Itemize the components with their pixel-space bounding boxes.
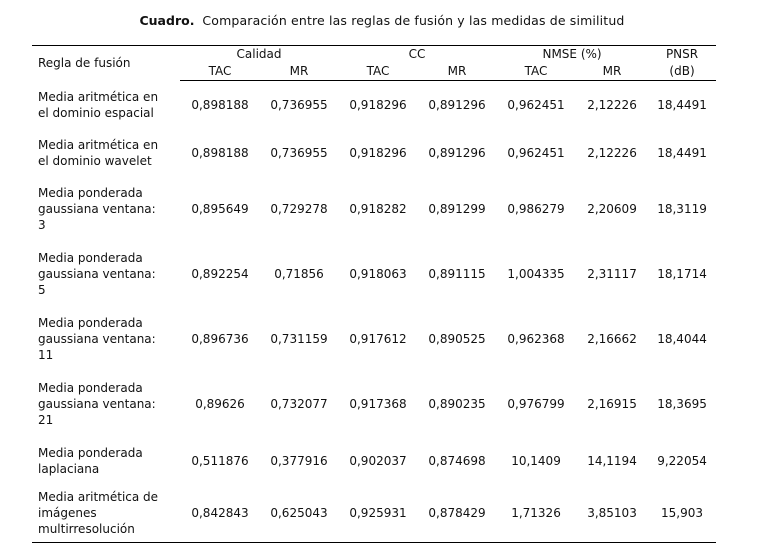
fusion-rule-name-line: gaussiana ventana:	[38, 267, 156, 281]
cell-nmse-mr: 2,20609	[587, 202, 637, 216]
table-row	[32, 372, 716, 437]
fusion-rule-name-line: Media ponderada	[38, 316, 143, 330]
table-row	[32, 307, 716, 372]
cell-cc-tac: 0,918063	[349, 267, 407, 281]
fusion-rule-name-line: Media aritmética en	[38, 137, 159, 152]
table-row	[32, 81, 716, 129]
cell-pnsr: 15,903	[648, 485, 716, 543]
fusion-rule-name-line: Media aritmética de	[38, 490, 159, 505]
fusion-rule-name	[32, 242, 180, 307]
cell-calidad-mr: 0,732077	[270, 397, 328, 411]
fusion-rule-name-line: Media ponderada	[38, 186, 143, 200]
cell-cc-tac: 0,917612	[349, 332, 407, 346]
cell-pnsr: 9,22054	[657, 453, 707, 468]
fusion-rule-name-line: 11	[38, 348, 54, 362]
fusion-rule-name-line: imágenes	[38, 506, 97, 521]
cell-calidad-tac: 0,842843	[180, 485, 260, 543]
header-nmse-mr: MR	[576, 63, 648, 81]
cell-calidad-tac: 0,898188	[191, 97, 249, 112]
header-calidad-mr: MR	[260, 63, 338, 81]
cell-cc-mr: 0,891296	[428, 97, 486, 112]
header-row-groups	[32, 46, 716, 64]
cell-calidad-mr: 0,377916	[270, 453, 328, 468]
cell-pnsr: 18,4044	[657, 332, 707, 346]
table-body	[32, 81, 716, 543]
table-row	[32, 242, 716, 307]
fusion-rule-name-line: Media ponderada	[38, 381, 143, 395]
fusion-rule-name	[32, 437, 180, 485]
cell-nmse-mr: 2,31117	[587, 267, 637, 281]
cell-cc-tac: 0,918296	[349, 145, 407, 160]
cell-nmse-mr: 2,12226	[587, 97, 637, 112]
cell-calidad-tac: 0,89626	[195, 397, 245, 411]
fusion-rule-name-line: el dominio wavelet	[38, 153, 152, 168]
fusion-rule-name-line: multirresolución	[38, 522, 135, 537]
cell-nmse-tac: 0,962368	[507, 332, 565, 346]
cell-nmse-tac: 0,976799	[507, 397, 565, 411]
cell-cc-tac: 0,917368	[349, 397, 407, 411]
cell-nmse-mr: 2,16662	[587, 332, 637, 346]
cell-pnsr: 18,4491	[657, 97, 707, 112]
cell-cc-mr: 0,891115	[428, 267, 486, 281]
cell-calidad-mr: 0,625043	[260, 485, 338, 543]
cell-calidad-mr: 0,736955	[270, 97, 328, 112]
header-nmse-tac: TAC	[496, 63, 576, 81]
fusion-rule-name-line: gaussiana ventana:	[38, 332, 156, 346]
cell-calidad-tac: 0,511876	[191, 453, 249, 468]
cell-calidad-mr: 0,736955	[270, 145, 328, 160]
fusion-rule-name-line: el dominio espacial	[38, 105, 154, 120]
cell-cc-mr: 0,891296	[428, 145, 486, 160]
fusion-rule-name-line: Media aritmética en	[38, 89, 159, 104]
cell-calidad-mr: 0,71856	[274, 267, 324, 281]
fusion-rule-name-line: laplaciana	[38, 461, 100, 476]
fusion-rule-name-line: Media ponderada	[38, 445, 143, 460]
cell-pnsr: 18,3695	[657, 397, 707, 411]
fusion-rule-name-line: 5	[38, 283, 46, 297]
fusion-rule-name-line: gaussiana ventana:	[38, 397, 156, 411]
header-cc-tac: TAC	[338, 63, 418, 81]
cell-cc-mr: 0,890525	[428, 332, 486, 346]
header-fusion-rule: Regla de fusión	[32, 46, 180, 81]
cell-cc-tac: 0,902037	[349, 453, 407, 468]
cell-nmse-tac: 1,71326	[496, 485, 576, 543]
cell-pnsr: 18,1714	[657, 267, 707, 281]
header-pnsr: PNSR	[648, 46, 716, 64]
cell-cc-tac: 0,925931	[338, 485, 418, 543]
table-row	[32, 177, 716, 242]
cell-nmse-tac: 0,962451	[507, 97, 565, 112]
table-row	[32, 437, 716, 485]
cell-calidad-tac: 0,898188	[191, 145, 249, 160]
fusion-rule-name	[32, 129, 180, 177]
cell-nmse-mr: 14,1194	[587, 453, 637, 468]
fusion-rules-table	[32, 45, 716, 543]
fusion-rule-name	[32, 81, 180, 129]
cell-cc-mr: 0,891299	[428, 202, 486, 216]
cell-calidad-mr: 0,731159	[270, 332, 328, 346]
cell-cc-mr: 0,874698	[428, 453, 486, 468]
header-calidad-tac: TAC	[180, 63, 260, 81]
caption-text: Comparación entre las reglas de fusión y las medidas de similitud	[202, 13, 625, 28]
cell-calidad-tac: 0,895649	[191, 202, 249, 216]
cell-nmse-mr: 3,85103	[576, 485, 648, 543]
table-row	[32, 129, 716, 177]
header-cc: CC	[338, 46, 496, 64]
cell-pnsr: 18,3119	[657, 202, 707, 216]
cell-nmse-tac: 1,004335	[507, 267, 565, 281]
cell-cc-tac: 0,918282	[349, 202, 407, 216]
cell-pnsr: 18,4491	[657, 145, 707, 160]
header-nmse: NMSE (%)	[496, 46, 648, 64]
fusion-rule-name	[32, 177, 180, 242]
cell-cc-mr: 0,878429	[418, 485, 496, 543]
fusion-rule-name	[32, 485, 180, 543]
cell-nmse-tac: 10,1409	[511, 453, 561, 468]
cell-nmse-mr: 2,12226	[587, 145, 637, 160]
cell-calidad-tac: 0,896736	[191, 332, 249, 346]
header-calidad: Calidad	[180, 46, 338, 64]
header-pnsr-unit: (dB)	[648, 63, 716, 81]
cell-nmse-tac: 0,986279	[507, 202, 565, 216]
cell-nmse-tac: 0,962451	[507, 145, 565, 160]
fusion-rule-name	[32, 307, 180, 372]
fusion-rule-name	[32, 372, 180, 437]
table-caption	[0, 13, 764, 28]
fusion-rule-name-line: Media ponderada	[38, 251, 143, 265]
cell-cc-mr: 0,890235	[428, 397, 486, 411]
fusion-rule-name-line: gaussiana ventana:	[38, 202, 156, 216]
table-header	[32, 46, 716, 81]
table-row	[32, 485, 716, 543]
cell-nmse-mr: 2,16915	[587, 397, 637, 411]
cell-cc-tac: 0,918296	[349, 97, 407, 112]
cell-calidad-mr: 0,729278	[270, 202, 328, 216]
header-cc-mr: MR	[418, 63, 496, 81]
fusion-rule-name-line: 3	[38, 218, 46, 232]
caption-label: Cuadro.	[139, 13, 195, 28]
fusion-rule-name-line: 21	[38, 413, 54, 427]
cell-calidad-tac: 0,892254	[191, 267, 249, 281]
